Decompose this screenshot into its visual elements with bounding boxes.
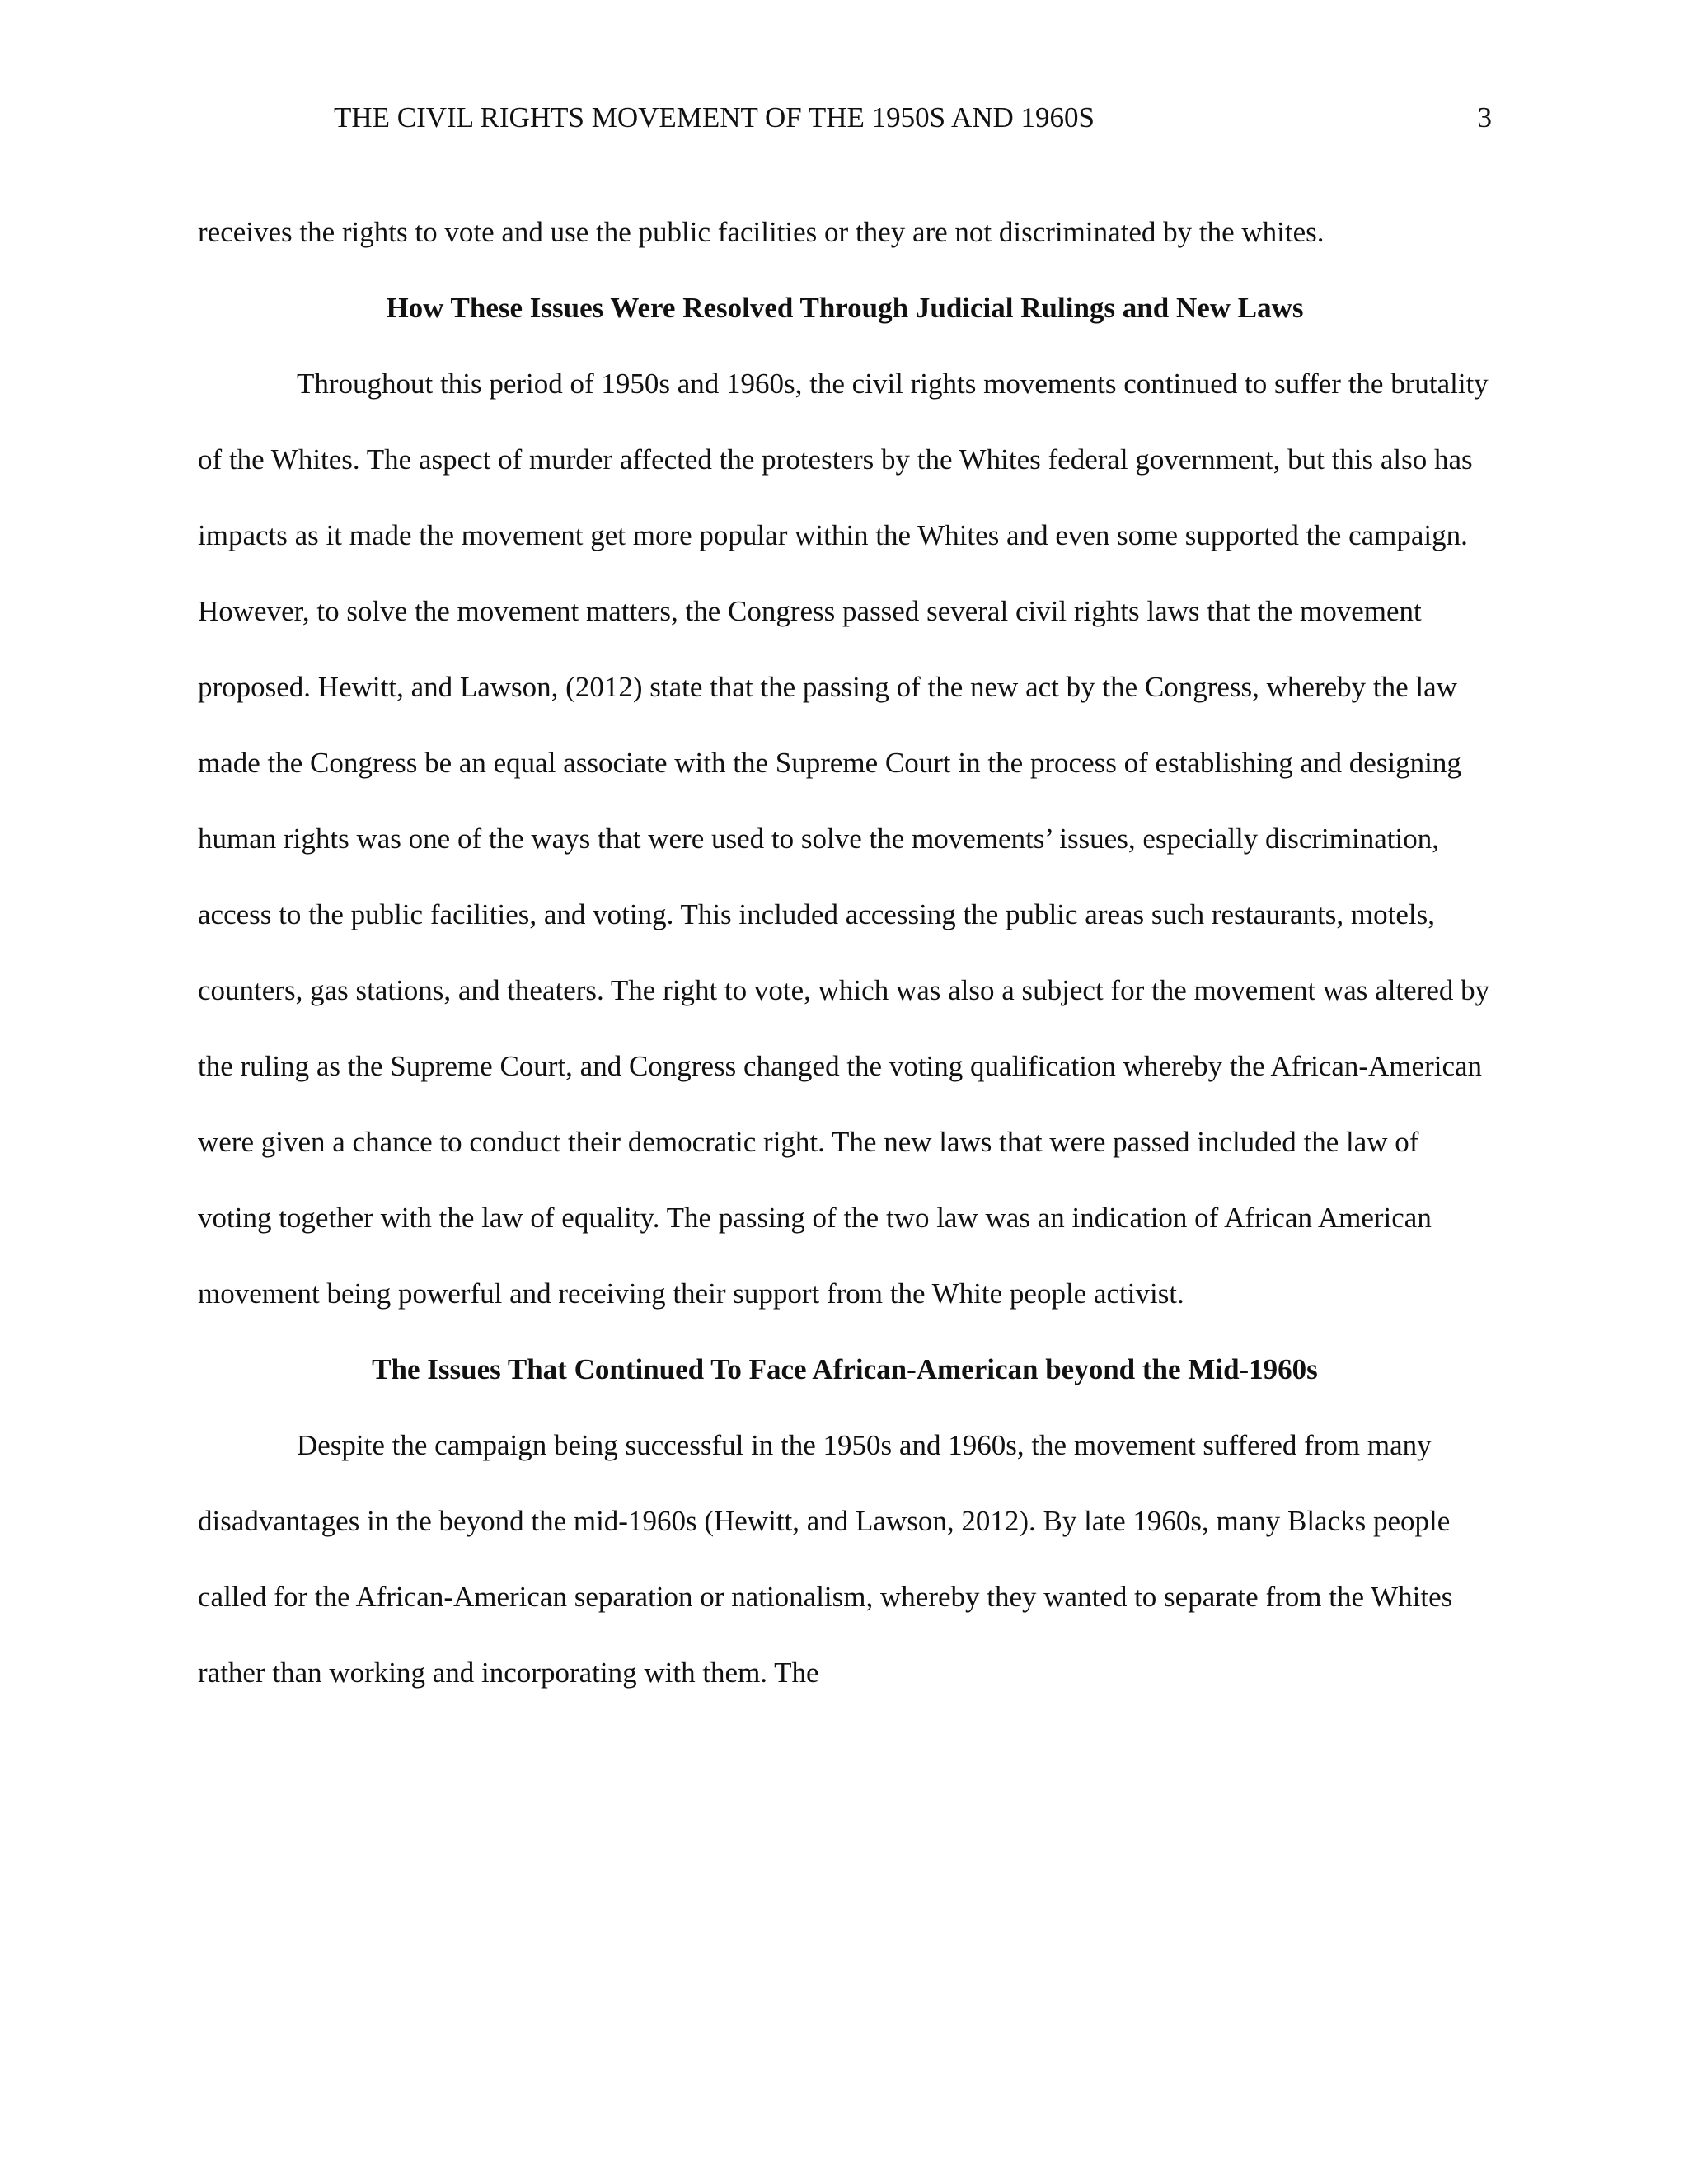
- continuation-paragraph: receives the rights to vote and use the public facilities or they are not discriminated by the whites.: [198, 216, 1325, 248]
- running-head: [198, 97, 1492, 138]
- running-head-title: THE CIVIL RIGHTS MOVEMENT OF THE 1950S AND 1960S: [334, 101, 1095, 134]
- page-number: 3: [1477, 101, 1492, 134]
- body-text: [198, 194, 1492, 1711]
- section-heading-continued-issues: The Issues That Continued To Face African-American beyond the Mid-1960s: [372, 1353, 1318, 1385]
- paragraph-judicial-rulings: Throughout this period of 1950s and 1960s, the civil rights movements continued to suffer the brutality of the Whites. The aspect of murder affected the protesters by the Whites federal government, but this also has impacts as it made the movement get more popular within the Whites and even some supported the campaign. However, to solve the movement matters, the Congress passed several civil rights laws that the movement proposed. Hewitt, and Lawson, (2012) state that the passing of the new act by the Congress, whereby the law made the Congress be an equal associate with the Supreme Court in the process of establishing and designing human rights was one of the ways that were used to solve the movements’ issues, especially discrimination, access to the public facilities, and voting. This included accessing the public areas such restaurants, motels, counters, gas stations, and theaters. The right to vote, which was also a subject for the movement was altered by the ruling as the Supreme Court, and Congress changed the voting qualification whereby the African-American were given a chance to conduct their democratic right. The new laws that were passed included the law of voting together with the law of equality. The passing of the two law was an indication of African American movement being powerful and receiving their support from the White people activist.: [198, 368, 1490, 1310]
- paragraph-continued-issues: Despite the campaign being successful in the 1950s and 1960s, the movement suffered from many disadvantages in the beyond the mid-1960s (Hewitt, and Lawson, 2012). By late 1960s, many Blacks people called for the African-American separation or nationalism, whereby they wanted to separate from the Whites rather than working and incorporating with them. The: [198, 1429, 1453, 1689]
- section-heading-judicial-rulings: How These Issues Were Resolved Through Judicial Rulings and New Laws: [386, 292, 1304, 324]
